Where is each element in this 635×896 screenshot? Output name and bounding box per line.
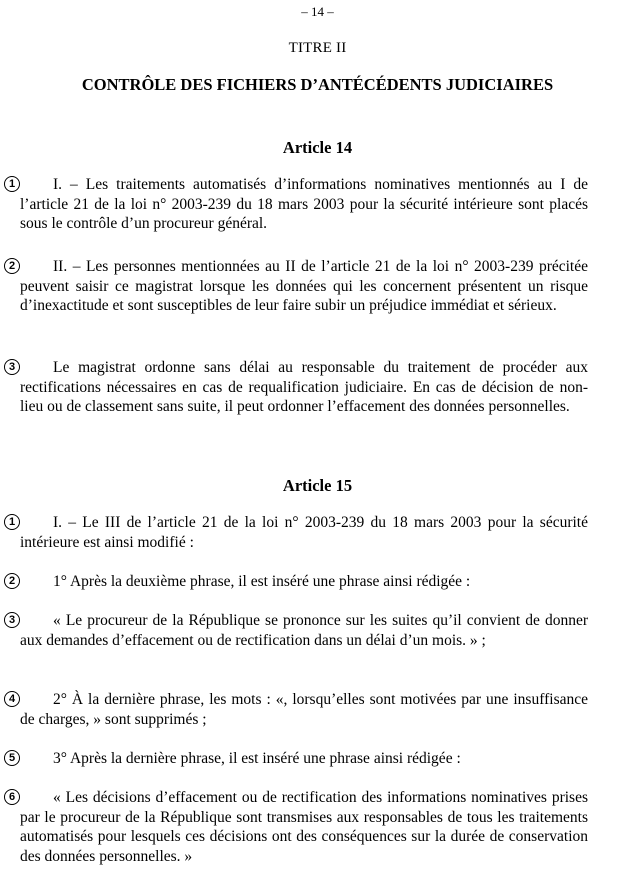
paragraph-text: 2° À la dernière phrase, les mots : «, lorsqu’elles sont motivées par une insuffisance de charges, » sont supprimés ; [20, 691, 588, 728]
article-15-paragraph-5 [4, 749, 588, 769]
paragraph-text: I. – Les traitements automatisés d’informations nominatives mentionnés au I de l’article 21 de la loi n° 2003-239 du 18 mars 2003 pour la sécurité intérieure sont placés sous le contrôle d’un procureur général. [20, 176, 588, 232]
paragraph-text: II. – Les personnes mentionnées au II de l’article 21 de la loi n° 2003-239 précitée peuvent saisir ce magistrat lorsque les données qui les concernent présentent un risque d’inexactitude et sont susceptibles de leur faire subir un préjudice immédiat et sérieux. [20, 258, 588, 314]
article-15-heading: Article 15 [282, 476, 353, 495]
paragraph-text: I. – Le III de l’article 21 de la loi n° 2003-239 du 18 mars 2003 pour la sécurité intérieure est ainsi modifié : [20, 514, 588, 551]
article-15-paragraph-2 [4, 572, 588, 592]
paragraph-text: Le magistrat ordonne sans délai au responsable du traitement de procéder aux rectifications nécessaires en cas de requalification judiciaire. En cas de décision de non-lieu ou de classement sans suite, il peut ordonner l’effacement des données personnelles. [20, 359, 588, 415]
paragraph-text: 1° Après la deuxième phrase, il est inséré une phrase ainsi rédigée : [53, 573, 471, 590]
circled-number-3: 3 [4, 612, 20, 628]
circled-number-1: 1 [4, 514, 20, 530]
article-15-paragraph-3 [4, 611, 588, 650]
article-15-paragraph-4 [4, 690, 588, 729]
article-14-paragraph-2 [4, 257, 588, 316]
paragraph-text: 3° Après la dernière phrase, il est inséré une phrase ainsi rédigée : [53, 750, 461, 767]
circled-number-5: 5 [4, 750, 20, 766]
article-15-paragraph-6 [4, 788, 588, 866]
circled-number-4: 4 [4, 691, 20, 707]
article-15-paragraph-1 [4, 513, 588, 552]
circled-number-2: 2 [4, 573, 20, 589]
article-14-paragraph-3 [4, 358, 588, 417]
paragraph-text: « Les décisions d’effacement ou de rectification des informations nominatives prises par le procureur de la République sont transmises aux responsables de tous les traitements automatisés pour lesquels ces décisions ont des conséquences sur la durée de conservation des données personnelles. » [20, 789, 588, 865]
article-14-heading: Article 14 [282, 138, 353, 157]
circled-number-3: 3 [4, 359, 20, 375]
section-title: CONTRÔLE DES FICHIERS D’ANTÉCÉDENTS JUDICIAIRES [81, 75, 554, 94]
titre-heading: TITRE II [288, 40, 347, 56]
paragraph-text: « Le procureur de la République se prononce sur les suites qu’il convient de donner aux demandes d’effacement ou de rectification dans un délai d’un mois. » ; [20, 612, 588, 649]
circled-number-6: 6 [4, 789, 20, 805]
circled-number-2: 2 [4, 258, 20, 274]
circled-number-1: 1 [4, 176, 20, 192]
article-14-paragraph-1 [4, 175, 588, 234]
page-number: – 14 – [301, 4, 334, 19]
